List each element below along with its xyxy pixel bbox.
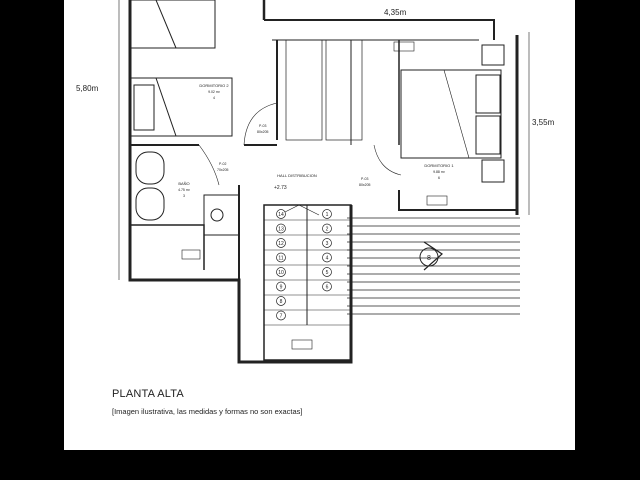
stair-step-right-label: 5 xyxy=(325,270,329,276)
room-dorm2-area: 9.02 m² xyxy=(208,90,220,94)
floor-plan-drawing xyxy=(64,0,575,450)
room-bano-number: 3 xyxy=(183,194,185,198)
room-bano-name: BAÑO xyxy=(178,181,190,186)
plan-title: PLANTA ALTA xyxy=(112,388,184,400)
stair-step-left-label: 14 xyxy=(278,212,284,218)
room-dorm1-area: 9.88 m² xyxy=(433,170,445,174)
stair-step-left-label: 10 xyxy=(278,270,284,276)
room-dorm2-number: 4 xyxy=(213,96,215,100)
door-p03b-size: 80x205 xyxy=(359,183,371,187)
north-marker-label: 8 xyxy=(427,255,431,262)
room-bano-area: 4.75 m² xyxy=(178,188,190,192)
stair-step-left-label: 9 xyxy=(279,284,283,291)
room-dorm1-number: 6 xyxy=(438,176,440,180)
stair-step-right-label: 6 xyxy=(325,284,329,291)
stair-step-left-label: 8 xyxy=(279,299,283,305)
stair-step-left-label: 7 xyxy=(279,313,283,320)
stair-step-right-label: 1 xyxy=(325,212,329,218)
hall-level: +2.73 xyxy=(274,185,287,191)
door-p03a-size: 80x205 xyxy=(257,130,269,134)
room-hall-name: HALL DISTRIBUCION xyxy=(277,173,317,178)
stair-step-left-label: 12 xyxy=(278,241,284,247)
room-dorm1-name: DORMITORIO 1 xyxy=(424,163,454,168)
door-p02-code: P-02 xyxy=(219,162,227,166)
door-p03a-code: P-03 xyxy=(259,124,267,128)
dimension-top-width: 4,35m xyxy=(384,8,407,17)
room-dorm2-name: DORMITORIO 2 xyxy=(199,83,229,88)
stair-step-right-label: 3 xyxy=(325,241,329,247)
plan-note: [Imagen ilustrativa, las medidas y formas no son exactas] xyxy=(112,407,303,416)
door-p03b-code: P-03 xyxy=(361,177,369,181)
stair-step-left-label: 13 xyxy=(278,226,284,233)
dimension-right-height: 3,55m xyxy=(532,118,555,127)
stair-step-right-label: 2 xyxy=(325,226,329,233)
stair-step-right-label: 4 xyxy=(325,255,329,262)
outer-wall-left xyxy=(130,0,351,362)
stair-step-left-label: 11 xyxy=(278,255,284,262)
floor-plan-sheet xyxy=(64,0,575,450)
door-p02-size: 70x205 xyxy=(217,168,229,172)
dimension-left-height: 5,80m xyxy=(76,84,99,93)
